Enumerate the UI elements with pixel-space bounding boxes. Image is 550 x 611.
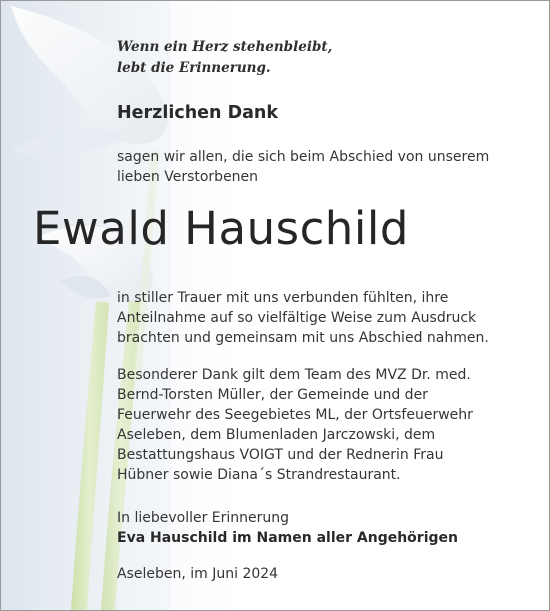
special-line-4: Aseleben, dem Blumenladen Jarczowski, dem [117, 427, 436, 443]
memorial-motto [117, 37, 332, 79]
thanks-heading: Herzlichen Dank [117, 103, 279, 123]
signer-name: Eva Hauschild im Namen aller Angehörigen [117, 530, 458, 546]
intro-line-1: sagen wir allen, die sich beim Abschied von unserem [117, 149, 490, 165]
mourning-paragraph [117, 288, 489, 348]
special-line-2: Bernd-Torsten Müller, der Gemeinde und der [117, 387, 428, 403]
closing-line: In liebevoller Erinnerung [117, 510, 290, 526]
intro-paragraph [117, 147, 489, 187]
closing-block [117, 508, 458, 548]
special-line-6: Hübner sowie Diana´s Strandrestaurant. [117, 467, 401, 483]
mourning-line-3: brachten und gemeinsam mit uns Abschied nahmen. [117, 330, 489, 346]
intro-line-2: lieben Verstorbenen [117, 169, 259, 185]
motto-line-2: lebt die Erinnerung. [117, 60, 271, 76]
special-line-3: Feuerwehr des Seegebietes ML, der Ortsfeuerwehr [117, 407, 473, 423]
deceased-name: Ewald Hauschild [33, 202, 409, 255]
mourning-line-2: Anteilnahme auf so vielfältige Weise zum Ausdruck [117, 310, 477, 326]
special-line-5: Bestattungshaus VOIGT und der Rednerin Frau [117, 447, 444, 463]
mourning-line-1: in stiller Trauer mit uns verbunden fühlten, ihre [117, 290, 449, 306]
motto-line-1: Wenn ein Herz stehenbleibt, [117, 39, 333, 55]
place-date: Aseleben, im Juni 2024 [117, 566, 279, 582]
special-thanks-paragraph [117, 365, 473, 485]
special-line-1: Besonderer Dank gilt dem Team des MVZ Dr. med. [117, 367, 471, 383]
